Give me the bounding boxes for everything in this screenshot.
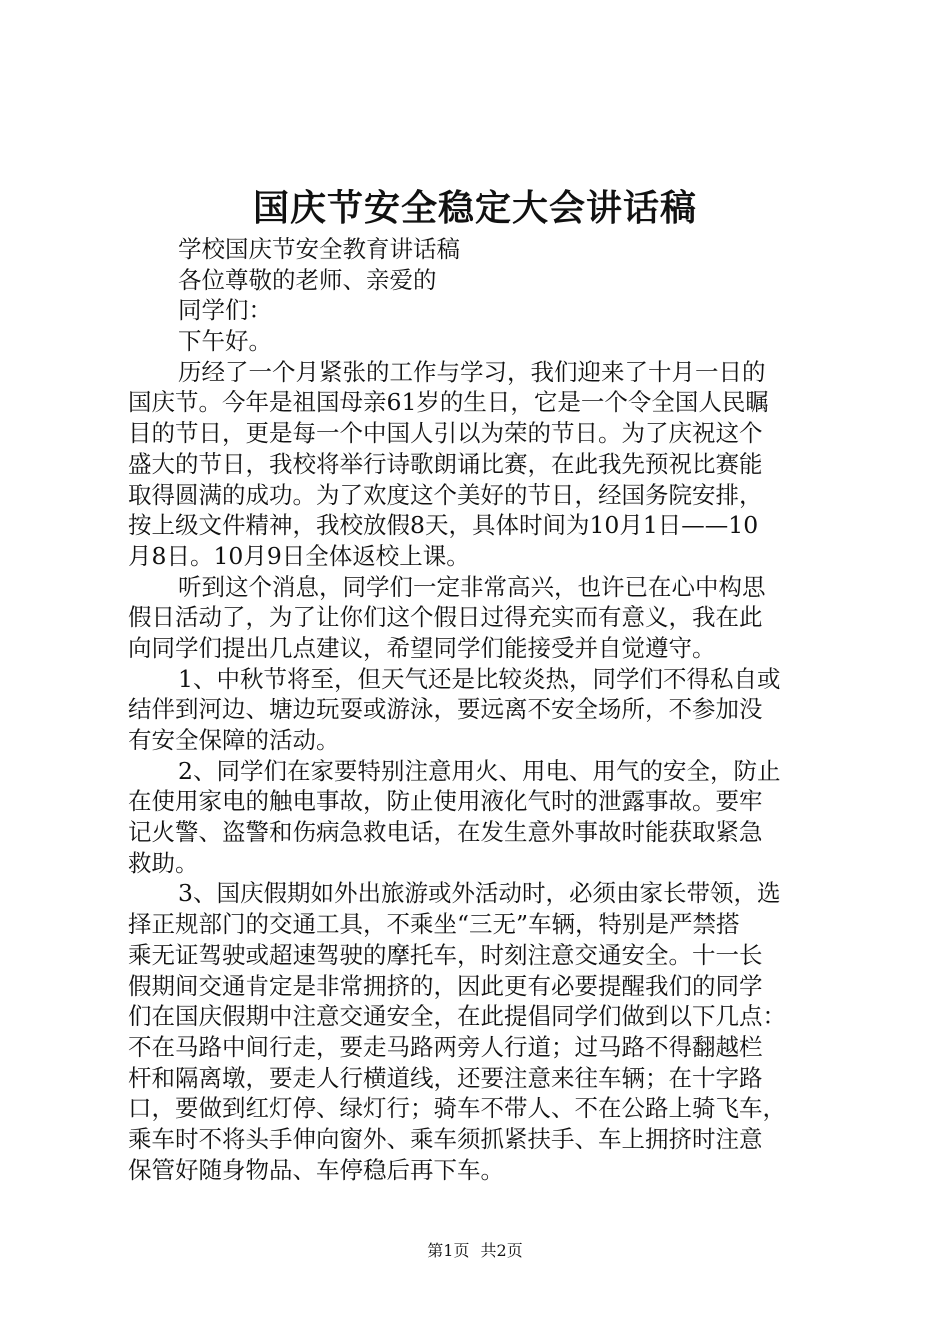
text-line: 3、国庆假期如外出旅游或外活动时，必须由家长带领，选 xyxy=(178,879,781,908)
text-line: 杆和隔离墩，要走人行横道线，还要注意来往车辆；在十字路 xyxy=(128,1063,763,1092)
text-line: 不在马路中间行走，要走马路两旁人行道；过马路不得翻越栏 xyxy=(128,1032,763,1061)
document-title: 国庆节安全稳定大会讲话稿 xyxy=(252,187,697,229)
text-line: 月8日。10月9日全体返校上课。 xyxy=(128,541,470,570)
document-body xyxy=(128,234,828,1185)
text-line: 乘无证驾驶或超速驾驶的摩托车，时刻注意交通安全。十一长 xyxy=(128,940,763,969)
text-line: 有安全保障的活动。 xyxy=(128,726,340,754)
text-line: 假日活动了，为了让你们这个假日过得充实而有意义，我在此 xyxy=(128,603,763,632)
text-line: 救助。 xyxy=(128,848,199,877)
text-line: 向同学们提出几点建议，希望同学们能接受并自觉遵守。 xyxy=(128,633,716,662)
text-line: 择正规部门的交通工具，不乘坐“三无”车辆，特别是严禁搭 xyxy=(128,910,740,939)
text-line: 在使用家电的触电事故，防止使用液化气时的泄露事故。要牢 xyxy=(128,787,763,816)
text-line: 听到这个消息，同学们一定非常高兴，也许已在心中构思 xyxy=(178,572,766,601)
text-line: 同学们： xyxy=(178,296,272,325)
text-line: 学校国庆节安全教育讲话稿 xyxy=(178,235,460,263)
text-line: 口，要做到红灯停、绿灯行；骑车不带人、不在公路上骑飞车， xyxy=(128,1094,786,1123)
text-line: 目的节日，更是每一个中国人引以为荣的节日。为了庆祝这个 xyxy=(128,419,763,448)
text-line: 盛大的节日，我校将举行诗歌朗诵比赛，在此我先预祝比赛能 xyxy=(128,449,763,478)
text-line: 历经了一个月紧张的工作与学习，我们迎来了十月一日的 xyxy=(178,357,766,386)
text-line: 1、中秋节将至，但天气还是比较炎热，同学们不得私自或 xyxy=(178,664,781,693)
text-line: 们在国庆假期中注意交通安全，在此提倡同学们做到以下几点： xyxy=(128,1002,786,1031)
text-line: 乘车时不将头手伸向窗外、乘车须抓紧扶手、车上拥挤时注意 xyxy=(128,1124,763,1153)
page-number: 第1页 xyxy=(427,1241,470,1260)
text-line: 保管好随身物品、车停稳后再下车。 xyxy=(128,1155,504,1184)
page-total: 共2页 xyxy=(480,1241,523,1260)
text-line: 取得圆满的成功。为了欢度这个美好的节日，经国务院安排， xyxy=(128,480,763,509)
page-footer xyxy=(0,1240,950,1262)
text-line: 记火警、盗警和伤病急救电话，在发生意外事故时能获取紧急 xyxy=(128,818,763,847)
text-line: 结伴到河边、塘边玩耍或游泳，要远离不安全场所，不参加没 xyxy=(128,695,763,724)
text-line: 2、同学们在家要特别注意用火、用电、用气的安全，防止 xyxy=(178,756,781,785)
text-line: 假期间交通肯定是非常拥挤的，因此更有必要提醒我们的同学 xyxy=(128,971,763,1000)
text-line: 按上级文件精神，我校放假8天，具体时间为10月1日——10 xyxy=(128,511,759,540)
text-line: 各位尊敬的老师、亲爱的 xyxy=(178,265,437,294)
text-line: 国庆节。今年是祖国母亲61岁的生日，它是一个令全国人民瞩 xyxy=(128,388,769,417)
text-line: 下午好。 xyxy=(178,327,272,356)
